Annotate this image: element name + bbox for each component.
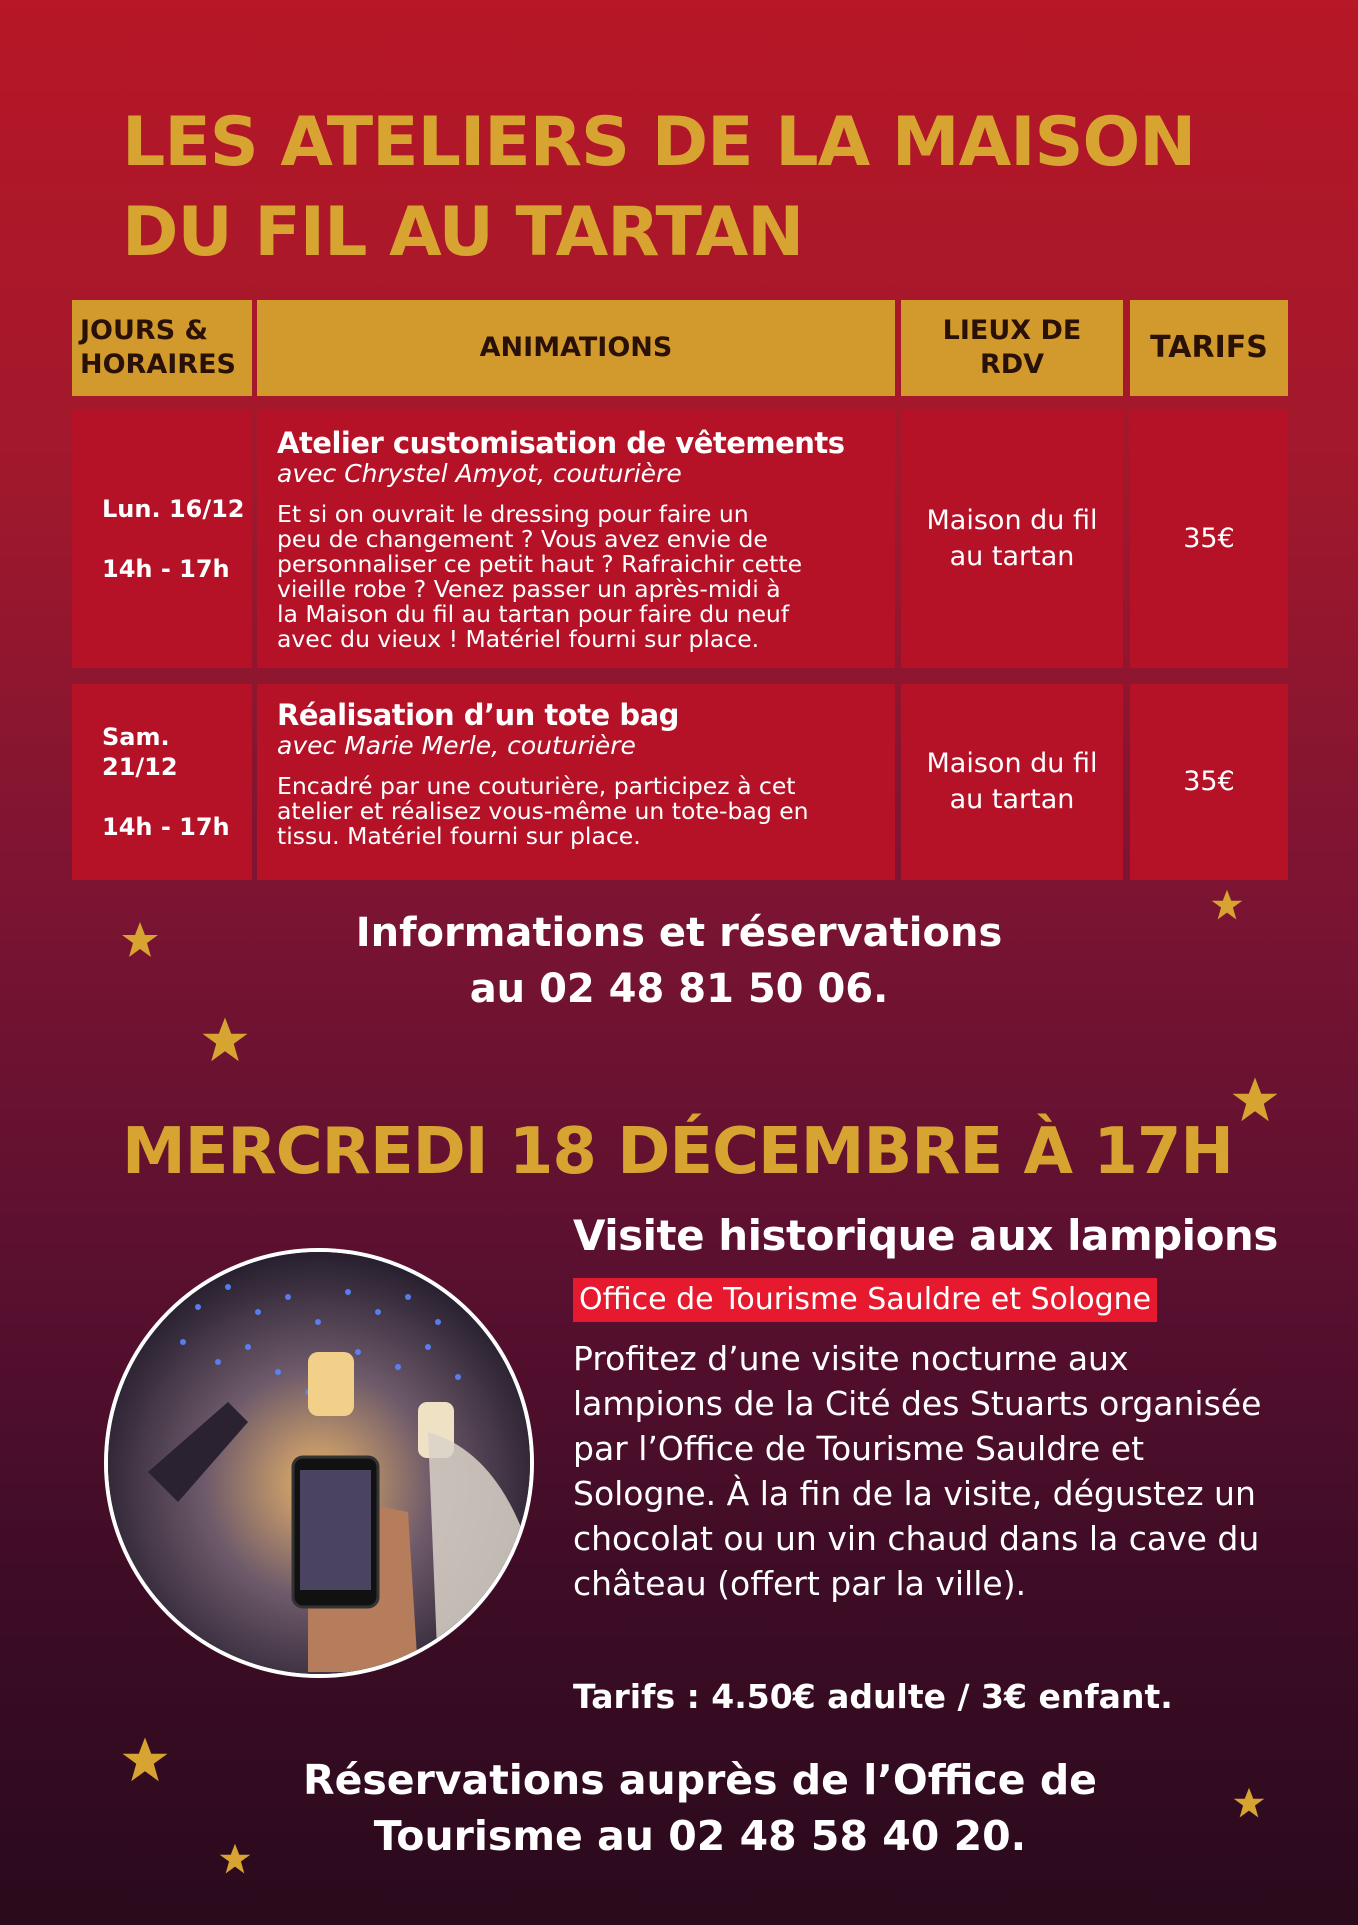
event-desc-line: château (offert par la ville). xyxy=(573,1564,1027,1603)
row1-title: Atelier customisation de vêtements xyxy=(277,426,845,460)
page-title-line1: LES ATELIERS DE LA MAISON xyxy=(122,103,1196,182)
row2-title: Réalisation d’un tote bag xyxy=(277,698,679,732)
phone-screen-shape xyxy=(300,1470,371,1590)
event-description xyxy=(573,1336,1313,1606)
header-days-line2: HORAIRES xyxy=(80,349,236,380)
star-icon xyxy=(120,920,160,960)
row1-day: Lun. 16/12 xyxy=(102,495,245,523)
event-resa-line2: Tourisme au 02 48 58 40 20. xyxy=(373,1812,1027,1860)
event-desc-line: Sologne. À la fin de la visite, dégustez un xyxy=(573,1474,1256,1513)
table-row-1-day xyxy=(72,410,252,668)
row1-desc-line: peu de changement ? Vous avez envie de xyxy=(277,525,768,553)
page-title-line2: DU FIL AU TARTAN xyxy=(122,193,804,272)
header-place-line2: RDV xyxy=(979,349,1045,380)
header-animations-label: ANIMATIONS xyxy=(479,332,673,363)
row2-place-line1: Maison du fil xyxy=(926,748,1098,779)
row1-place-line1: Maison du fil xyxy=(926,505,1098,536)
row2-desc-line: tissu. Matériel fourni sur place. xyxy=(277,822,641,850)
info-line2: au 02 48 81 50 06. xyxy=(469,966,889,1012)
row1-place-line2: au tartan xyxy=(949,541,1075,572)
event-desc-line: Profitez d’une visite nocturne aux xyxy=(573,1339,1129,1378)
row1-desc-line: vieille robe ? Venez passer un après-midi à xyxy=(277,575,781,603)
star-icon xyxy=(200,1015,250,1065)
row1-time: 14h - 17h xyxy=(102,555,230,583)
row2-time: 14h - 17h xyxy=(102,813,230,841)
table-row-2-animation xyxy=(257,684,895,880)
star-icon xyxy=(1232,1786,1266,1820)
header-days-line1: JOURS & xyxy=(80,315,209,346)
event-tarifs: Tarifs : 4.50€ adulte / 3€ enfant. xyxy=(573,1677,1173,1716)
lantern-street-photo xyxy=(104,1248,534,1678)
page-title xyxy=(122,98,1272,278)
row2-desc-line: atelier et réalisez vous-même un tote-bag en xyxy=(277,797,809,825)
event-title: Visite historique aux lampions xyxy=(573,1211,1278,1260)
row2-subtitle: avec Marie Merle, couturière xyxy=(277,731,636,760)
event-organizer-badge: Office de Tourisme Sauldre et Sologne xyxy=(573,1278,1157,1322)
table-row-2-price xyxy=(1130,684,1288,880)
header-price-label: TARIFS xyxy=(1150,330,1268,365)
info-line1: Informations et réservations xyxy=(355,910,1003,956)
event-reservation xyxy=(250,1752,1150,1864)
table-row-1-price xyxy=(1130,410,1288,668)
header-days xyxy=(72,300,252,396)
lantern-shape xyxy=(308,1352,354,1416)
event-desc-line: par l’Office de Tourisme Sauldre et xyxy=(573,1429,1145,1468)
lantern-street-illustration xyxy=(108,1252,530,1674)
header-place-line1: LIEUX DE xyxy=(942,315,1082,346)
header-animations xyxy=(257,300,895,396)
table-row-2-place xyxy=(901,684,1123,880)
star-icon xyxy=(120,1735,170,1785)
row1-description xyxy=(277,502,875,652)
row1-desc-line: avec du vieux ! Matériel fourni sur place. xyxy=(277,625,760,653)
event-desc-line: lampions de la Cité des Stuarts organisée xyxy=(573,1384,1262,1423)
star-icon xyxy=(1230,1075,1280,1125)
event-desc-line: chocolat ou un vin chaud dans la cave du xyxy=(573,1519,1260,1558)
event-date: MERCREDI 18 DÉCEMBRE À 17H xyxy=(122,1115,1233,1189)
row2-price: 35€ xyxy=(1183,766,1235,797)
star-icon xyxy=(1210,888,1244,922)
table-row-1-place xyxy=(901,410,1123,668)
row2-desc-line: Encadré par une couturière, participez à cet xyxy=(277,772,796,800)
row1-subtitle: avec Chrystel Amyot, couturière xyxy=(277,459,682,488)
row2-place-line2: au tartan xyxy=(949,784,1075,815)
info-reservation xyxy=(0,905,1358,1017)
table-row-2-day xyxy=(72,684,252,880)
event-resa-line1: Réservations auprès de l’Office de xyxy=(303,1756,1097,1804)
header-place xyxy=(901,300,1123,396)
table-row-1-animation xyxy=(257,410,895,668)
row1-desc-line: personnaliser ce petit haut ? Rafraichir cette xyxy=(277,550,803,578)
row1-desc-line: Et si on ouvrait le dressing pour faire un xyxy=(277,500,749,528)
row2-description xyxy=(277,774,875,849)
header-price xyxy=(1130,300,1288,396)
row1-desc-line: la Maison du fil au tartan pour faire du neuf xyxy=(277,600,790,628)
row2-day: Sam. 21/12 xyxy=(102,723,178,781)
star-icon xyxy=(218,1842,252,1876)
row1-price: 35€ xyxy=(1183,523,1235,554)
